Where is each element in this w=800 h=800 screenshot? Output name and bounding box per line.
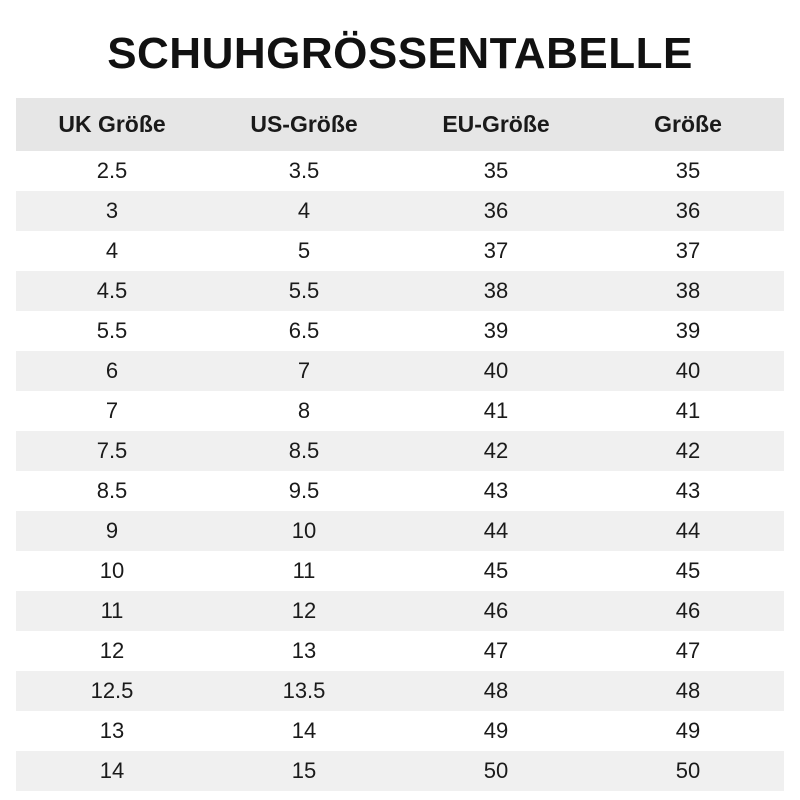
cell-us: 10 <box>208 511 400 551</box>
column-header-size: Größe <box>592 98 784 151</box>
table-row <box>16 551 784 591</box>
cell-eu: 35 <box>400 151 592 191</box>
cell-us: 13 <box>208 631 400 671</box>
cell-eu: 42 <box>400 431 592 471</box>
table-body <box>16 151 784 791</box>
cell-size: 43 <box>592 471 784 511</box>
cell-us: 13.5 <box>208 671 400 711</box>
cell-eu: 46 <box>400 591 592 631</box>
cell-size: 39 <box>592 311 784 351</box>
cell-us: 4 <box>208 191 400 231</box>
cell-us: 12 <box>208 591 400 631</box>
cell-us: 3.5 <box>208 151 400 191</box>
cell-eu: 49 <box>400 711 592 751</box>
table-header-row <box>16 98 784 151</box>
cell-size: 36 <box>592 191 784 231</box>
table-row <box>16 311 784 351</box>
cell-size: 49 <box>592 711 784 751</box>
cell-uk: 8.5 <box>16 471 208 511</box>
cell-size: 35 <box>592 151 784 191</box>
cell-uk: 6 <box>16 351 208 391</box>
cell-eu: 45 <box>400 551 592 591</box>
cell-size: 45 <box>592 551 784 591</box>
cell-uk: 7 <box>16 391 208 431</box>
size-chart-table-wrapper <box>16 98 784 791</box>
table-row <box>16 391 784 431</box>
cell-uk: 3 <box>16 191 208 231</box>
cell-us: 8 <box>208 391 400 431</box>
cell-size: 40 <box>592 351 784 391</box>
cell-us: 14 <box>208 711 400 751</box>
table-header <box>16 98 784 151</box>
table-row <box>16 231 784 271</box>
cell-uk: 12.5 <box>16 671 208 711</box>
cell-uk: 11 <box>16 591 208 631</box>
cell-eu: 38 <box>400 271 592 311</box>
table-row <box>16 591 784 631</box>
cell-size: 38 <box>592 271 784 311</box>
cell-us: 5.5 <box>208 271 400 311</box>
table-row <box>16 751 784 791</box>
column-header-us: US-Größe <box>208 98 400 151</box>
cell-us: 7 <box>208 351 400 391</box>
cell-uk: 10 <box>16 551 208 591</box>
cell-eu: 39 <box>400 311 592 351</box>
cell-eu: 41 <box>400 391 592 431</box>
cell-eu: 37 <box>400 231 592 271</box>
table-row <box>16 151 784 191</box>
column-header-uk: UK Größe <box>16 98 208 151</box>
table-row <box>16 191 784 231</box>
cell-size: 41 <box>592 391 784 431</box>
cell-us: 6.5 <box>208 311 400 351</box>
cell-size: 44 <box>592 511 784 551</box>
cell-uk: 9 <box>16 511 208 551</box>
cell-eu: 44 <box>400 511 592 551</box>
cell-us: 11 <box>208 551 400 591</box>
cell-size: 42 <box>592 431 784 471</box>
cell-us: 8.5 <box>208 431 400 471</box>
cell-us: 9.5 <box>208 471 400 511</box>
cell-uk: 7.5 <box>16 431 208 471</box>
cell-uk: 5.5 <box>16 311 208 351</box>
cell-uk: 14 <box>16 751 208 791</box>
table-row <box>16 511 784 551</box>
table-row <box>16 351 784 391</box>
column-header-eu: EU-Größe <box>400 98 592 151</box>
cell-size: 47 <box>592 631 784 671</box>
cell-uk: 2.5 <box>16 151 208 191</box>
cell-eu: 50 <box>400 751 592 791</box>
table-row <box>16 711 784 751</box>
cell-eu: 36 <box>400 191 592 231</box>
cell-size: 48 <box>592 671 784 711</box>
table-row <box>16 431 784 471</box>
cell-size: 46 <box>592 591 784 631</box>
cell-us: 5 <box>208 231 400 271</box>
cell-size: 50 <box>592 751 784 791</box>
cell-uk: 4.5 <box>16 271 208 311</box>
size-chart-table <box>16 98 784 791</box>
cell-eu: 48 <box>400 671 592 711</box>
cell-uk: 4 <box>16 231 208 271</box>
cell-eu: 47 <box>400 631 592 671</box>
table-row <box>16 631 784 671</box>
cell-us: 15 <box>208 751 400 791</box>
table-row <box>16 471 784 511</box>
page-title: SCHUHGRÖSSENTABELLE <box>107 29 693 78</box>
cell-eu: 40 <box>400 351 592 391</box>
table-row <box>16 271 784 311</box>
cell-eu: 43 <box>400 471 592 511</box>
table-row <box>16 671 784 711</box>
cell-size: 37 <box>592 231 784 271</box>
cell-uk: 13 <box>16 711 208 751</box>
cell-uk: 12 <box>16 631 208 671</box>
